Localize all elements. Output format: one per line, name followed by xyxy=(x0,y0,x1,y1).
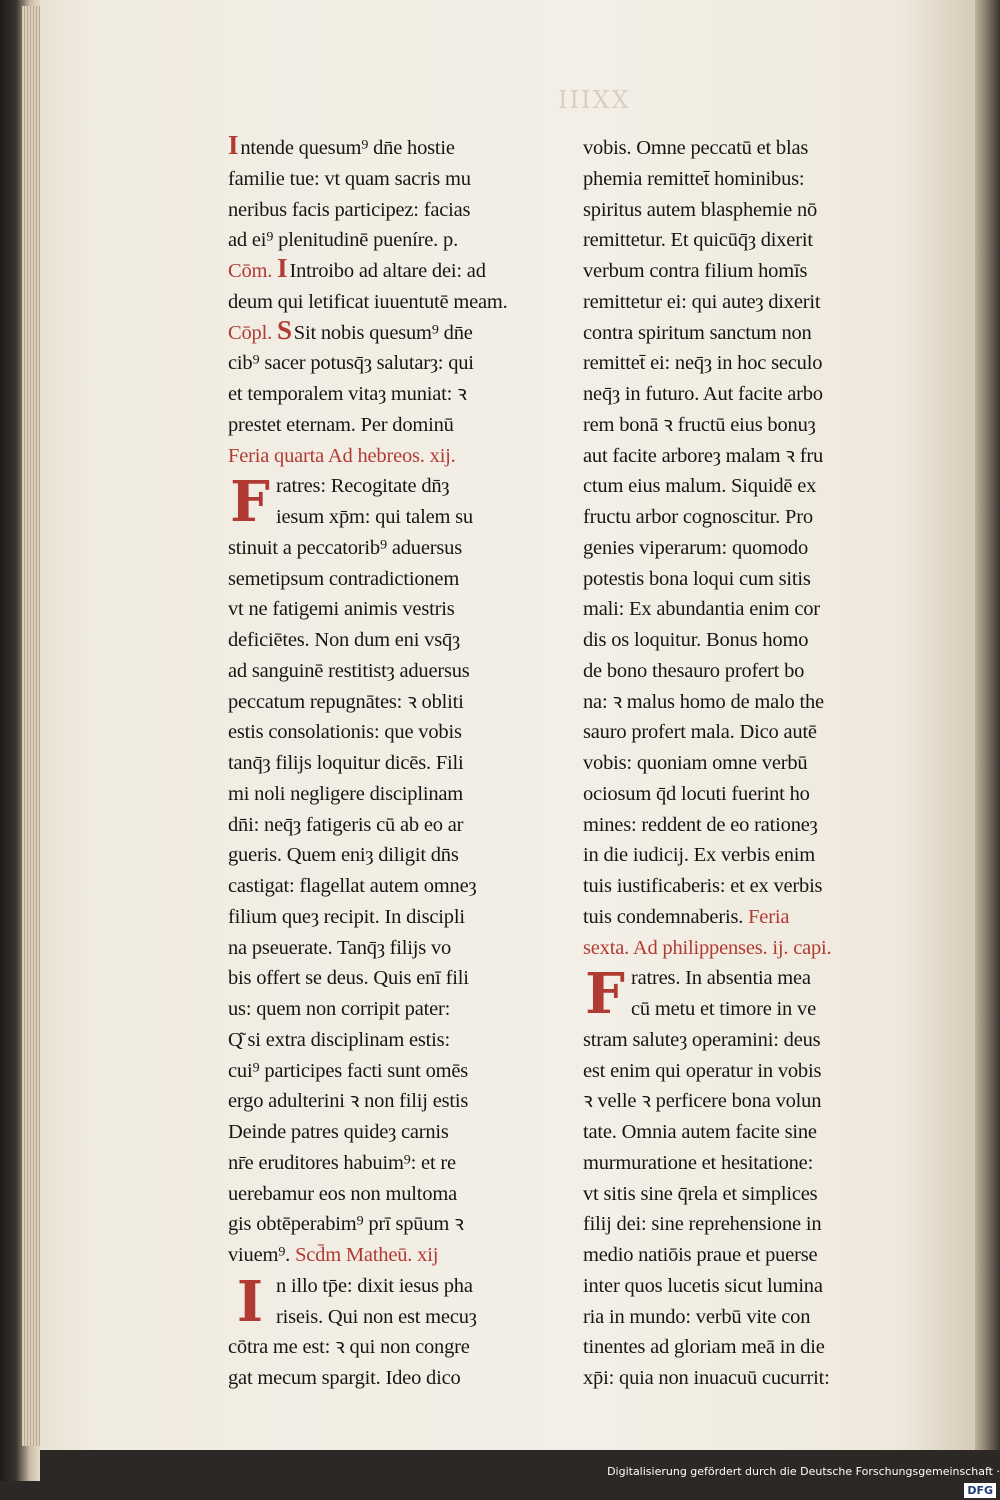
rubric-secundum-matheum: Scd̄m Matheū. xij xyxy=(295,1244,439,1266)
decorated-initial: I xyxy=(236,1268,264,1335)
text-line: ꝛ velle ꝛ perficere bona volun xyxy=(583,1090,822,1113)
text-line: viuem⁹. Scd̄m Matheū. xij xyxy=(228,1244,439,1266)
text-line: iesum xp̄m: qui talem su xyxy=(276,506,473,528)
text-line: fructu arbor cognoscitur. Pro xyxy=(583,506,813,528)
text-line: mali: Ex abundantia enim cor xyxy=(583,598,820,621)
dfg-logo: DFG xyxy=(964,1483,996,1498)
text-line: tuis condemnaberis. Feria xyxy=(583,905,790,928)
initial-letter: I xyxy=(228,130,239,160)
text-line: filij dei: sine reprehensione in xyxy=(583,1213,822,1236)
text-line: Deinde patres quideȝ carnis xyxy=(228,1121,449,1143)
rubric-feria-sexta: sexta. Ad philippenses. ij. capi. xyxy=(583,936,832,959)
text-line: neq̄ȝ in futuro. Aut facite arbo xyxy=(583,383,823,405)
text-line: filium queȝ recipit. In discipli xyxy=(228,905,465,928)
text-line: dn̄i: neq̄ȝ fatigeris cū ab eo ar xyxy=(228,813,464,836)
text-line: aut facite arboreȝ malam ꝛ fru xyxy=(583,444,824,467)
text-line: castigat: flagellat autem omneȝ xyxy=(228,875,477,897)
text-line: tate. Omnia autem facite sine xyxy=(583,1121,817,1143)
text-line: vobis: quoniam omne verbū xyxy=(583,752,808,774)
left-column xyxy=(228,130,558,1394)
text-line: neribus facis participez: facias xyxy=(228,198,471,221)
text-line: ctum eius malum. Siquidē ex xyxy=(583,475,817,498)
text-line: cib⁹ sacer potusq̄ȝ salutarȝ: qui xyxy=(228,352,474,375)
text-line: n illo tp̄e: dixit iesus pha xyxy=(276,1274,473,1297)
decorated-initial: F xyxy=(585,961,625,1028)
text-line: riseis. Qui non est mecuȝ xyxy=(276,1305,477,1328)
text-line: est enim qui operatur in vobis xyxy=(583,1059,822,1082)
text-line: et temporalem vitaȝ muniat: ꝛ xyxy=(228,383,467,405)
text-line: cōtra me est: ꝛ qui non congre xyxy=(228,1336,470,1359)
text-line: nr̄e eruditores habuim⁹: et re xyxy=(228,1151,456,1174)
text-line: in die iudicij. Ex verbis enim xyxy=(583,844,815,867)
page-right-edge xyxy=(975,0,1000,1450)
text-line: potestis bona loqui cum sitis xyxy=(583,567,811,590)
text-line: verbum contra filium homīs xyxy=(583,260,808,282)
text-line: spiritus autem blasphemie nō xyxy=(583,198,818,221)
text-line: rem bonā ꝛ fructū eius bonuȝ xyxy=(583,413,816,436)
right-column xyxy=(583,133,913,1394)
text-line: Intende quesum⁹ dn̄e hostie xyxy=(228,130,455,160)
text-line: dis os loquitur. Bonus homo xyxy=(583,629,809,651)
text-line: genies viperarum: quomodo xyxy=(583,536,809,559)
text-line: ratres: Recogitate dn̄ȝ xyxy=(276,475,450,498)
text-line: bis offert se deus. Quis enī fili xyxy=(228,967,469,990)
text-line: gat mecum spargit. Ideo dico xyxy=(228,1367,461,1389)
credit-text: Digitalisierung gefördert durch die Deutsche Forschungsgemeinschaft xyxy=(607,1465,993,1478)
rubric-feria-quarta: Feria quarta Ad hebreos. xij. xyxy=(228,444,456,467)
text-line: ad sanguinē restitistȝ aduersus xyxy=(228,659,470,682)
text-line: mi noli negligere disciplinam xyxy=(228,782,464,805)
text-line: tinentes ad gloriam meā in die xyxy=(583,1336,825,1359)
text-line: sauro profert mala. Dico autē xyxy=(583,721,817,744)
text-line: familie tue: vt quam sacris mu xyxy=(228,167,471,190)
text-line: contra spiritum sanctum non xyxy=(583,321,812,344)
rubric-feria: Feria xyxy=(748,905,790,928)
folio-number: IIIXX xyxy=(558,86,631,114)
text-line: Cōm. IIntroibo ad altare dei: ad xyxy=(228,253,486,283)
text-line: inter quos lucetis sicut lumina xyxy=(583,1274,823,1297)
text-line: xp̄i: quia non inuacuū cucurrit: xyxy=(583,1367,830,1389)
text-line: ratres. In absentia mea xyxy=(631,967,811,990)
text-line: semetipsum contradictionem xyxy=(228,567,460,590)
text-line: medio natiōis praue et puerse xyxy=(583,1244,818,1266)
text-line: mines: reddent de eo rationeȝ xyxy=(583,813,818,836)
text-line: vt sitis sine q̄rela et simplices xyxy=(583,1182,818,1205)
text-line: vobis. Omne peccatū et blas xyxy=(583,137,809,159)
text-line: remittetur ei: qui auteȝ dixerit xyxy=(583,290,821,313)
text-line: us: quem non corripit pater: xyxy=(228,998,451,1020)
text-line: Q͂ si extra disciplinam estis: xyxy=(228,1028,450,1051)
text-line: ociosum q̄d locuti fuerint ho xyxy=(583,782,810,805)
text-line: vt ne fatigemi animis vestris xyxy=(228,598,455,621)
text-line: Cōpl. SSit nobis quesum⁹ dn̄e xyxy=(228,314,473,345)
text-line: remittetur. Et quicūq̄ȝ dixerit xyxy=(583,229,813,252)
text-line: gueris. Quem eniȝ diligit dn̄s xyxy=(228,844,459,867)
text-line: uerebamur eos non multoma xyxy=(228,1182,457,1205)
text-line: stram saluteȝ operamini: deus xyxy=(583,1028,821,1051)
text-line: peccatum repugnātes: ꝛ obliti xyxy=(228,690,464,713)
text-line: de bono thesauro profert bo xyxy=(583,659,805,682)
text-line: deficiētes. Non dum eni vsq̄ȝ xyxy=(228,629,460,651)
initial-letter: I xyxy=(277,253,288,283)
text-line: gis obtēperabim⁹ prī spūum ꝛ xyxy=(228,1213,464,1236)
rubric-communion: Cōm. xyxy=(228,260,273,282)
decorated-initial: F xyxy=(230,469,270,536)
initial-letter: S xyxy=(276,314,292,345)
text-line: phemia remittet̄ hominibus: xyxy=(583,167,805,190)
text-line: ergo adulterini ꝛ non filij estis xyxy=(228,1090,469,1113)
digitization-credit: Digitalisierung gefördert durch die Deutsche Forschungsgemeinschaft · DFG xyxy=(607,1465,1000,1497)
text-line: murmuratione et hesitatione: xyxy=(583,1151,814,1174)
text-line: cū metu et timore in ve xyxy=(631,998,816,1020)
text-line: na pseuerate. Tanq̄ȝ filijs vo xyxy=(228,936,452,959)
text-line: tanq̄ȝ filijs loquitur dicēs. Fili xyxy=(228,752,464,774)
text-line: na: ꝛ malus homo de malo the xyxy=(583,690,824,713)
rubric-postcommunion: Cōpl. xyxy=(228,321,272,344)
text-line: stinuit a peccatorib⁹ aduersus xyxy=(228,536,462,559)
text-line: tuis iustificaberis: et ex verbis xyxy=(583,875,823,897)
text-line: remittet̄ ei: neq̄ȝ in hoc seculo xyxy=(583,352,823,375)
text-line: prestet eternam. Per dominū xyxy=(228,413,454,436)
text-line: ria in mundo: verbū vite con xyxy=(583,1305,811,1328)
text-line: ad ei⁹ plenitudinē pueníre. p. xyxy=(228,229,458,252)
text-line: estis consolationis: que vobis xyxy=(228,721,462,744)
text-line: cui⁹ participes facti sunt omēs xyxy=(228,1059,469,1082)
text-line: deum qui letificat iuuentutē meam. xyxy=(228,290,508,313)
